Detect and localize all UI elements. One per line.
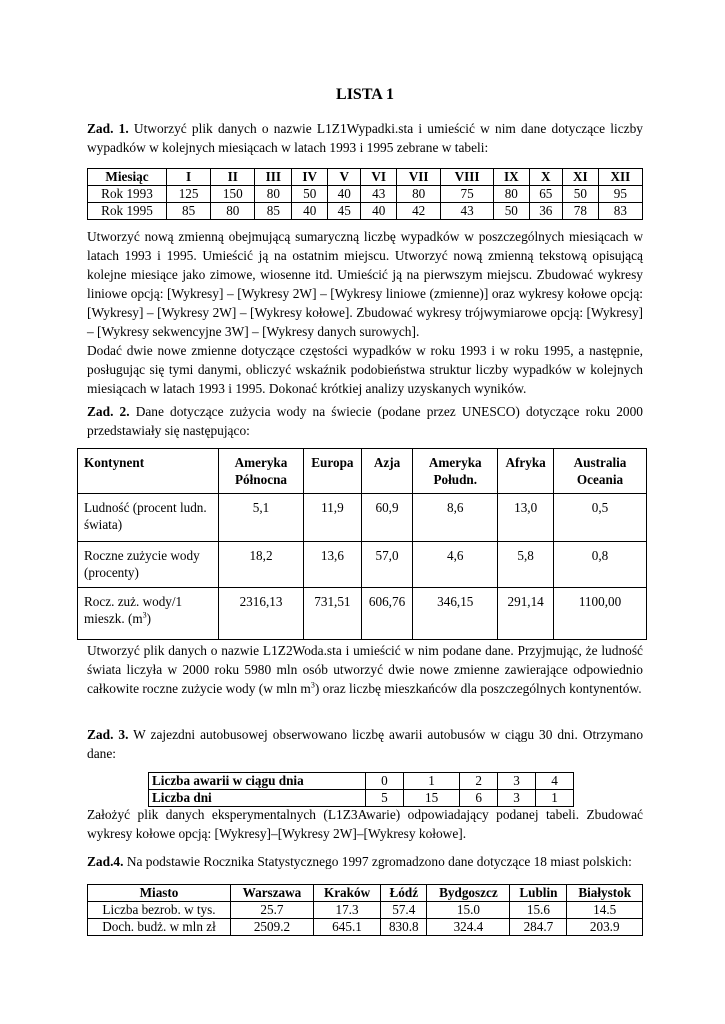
table-cell: 13,6 xyxy=(304,542,362,588)
table-cell: 3 xyxy=(498,790,536,807)
table-cell: Rok 1993 xyxy=(88,186,167,203)
table-row xyxy=(149,773,574,790)
table-row xyxy=(88,186,643,203)
zad1-label: Zad. 1. xyxy=(87,121,129,136)
table-cell: Liczba dni xyxy=(149,790,366,807)
table-row xyxy=(149,790,574,807)
header-cell: VI xyxy=(361,169,397,186)
table-cell: 1 xyxy=(403,773,459,790)
zad3-outro: Założyć plik danych eksperymentalnych (L1Z3Awarie) odpowiadający podanej tabeli. Zbudować wykresy kołowe opcją: [Wykresy]–[Wykresy 2W]–[Wykresy kołowe]. xyxy=(87,807,643,841)
table-cell: 15.0 xyxy=(427,902,510,919)
table-cell: 3 xyxy=(498,773,536,790)
table-cell: 150 xyxy=(211,186,255,203)
table-cell: 85 xyxy=(167,203,211,220)
table-cell: 85 xyxy=(255,203,292,220)
zad3-label: Zad. 3. xyxy=(87,727,129,742)
table-cell: 1100,00 xyxy=(554,588,647,640)
header-cell: Ameryka Połudn. xyxy=(413,449,498,494)
table-cell: Doch. budż. w mln zł xyxy=(88,919,231,936)
table-row xyxy=(78,542,647,588)
table-cell: 346,15 xyxy=(413,588,498,640)
header-cell: V xyxy=(328,169,361,186)
header-cell: I xyxy=(167,169,211,186)
table-header-row xyxy=(88,885,643,902)
header-cell: XI xyxy=(562,169,598,186)
table-cell: 6 xyxy=(460,790,498,807)
table-cell: 8,6 xyxy=(413,494,498,542)
table-cell: 2316,13 xyxy=(219,588,304,640)
table-cell: 50 xyxy=(562,186,598,203)
table-cell: 14.5 xyxy=(567,902,643,919)
table-cell: 5,1 xyxy=(219,494,304,542)
header-cell: Miasto xyxy=(88,885,231,902)
table-row xyxy=(88,203,643,220)
header-cell: X xyxy=(529,169,562,186)
header-cell: Bydgoszcz xyxy=(427,885,510,902)
table-row xyxy=(78,588,647,640)
table-row xyxy=(78,494,647,542)
table-cell: 57.4 xyxy=(381,902,427,919)
table-cell: 5 xyxy=(366,790,404,807)
table-cell: 15 xyxy=(403,790,459,807)
zad2-label: Zad. 2. xyxy=(87,404,130,419)
header-cell: Lublin xyxy=(510,885,567,902)
zad1-intro: Zad. 1. Utworzyć plik danych o nazwie L1Z1Wypadki.sta i umieścić w nim dane dotyczące liczby wypadków w kolejnych miesiącach w latach 1993 i 1995 zebrane w tabeli: xyxy=(87,121,643,155)
table-cell: 731,51 xyxy=(304,588,362,640)
table-cell: 42 xyxy=(397,203,441,220)
table-cell: Roczne zużycie wody (procenty) xyxy=(78,542,219,588)
table-cell: 65 xyxy=(529,186,562,203)
table-cell: 75 xyxy=(441,186,494,203)
table-cell: 830.8 xyxy=(381,919,427,936)
header-cell: Kontynent xyxy=(78,449,219,494)
table-cell: 40 xyxy=(292,203,328,220)
table-cell: 45 xyxy=(328,203,361,220)
table-cell: 1 xyxy=(536,790,574,807)
zad2-outro: Utworzyć plik danych o nazwie L1Z2Woda.sta i umieścić w nim podane dane. Przyjmując, że ludność świata liczyła w 2000 roku 5980 mln osób utworzyć dwie nowe zmienne zawierające odpowiednio całkowite roczne zużycie wody (w mln $m^3$) oraz liczbę mieszkańców dla poszczególnych kontynentów. xyxy=(87,643,643,696)
header-cell: Warszawa xyxy=(231,885,314,902)
zad4-label: Zad.4. xyxy=(87,854,124,869)
table-cell: 0,8 xyxy=(554,542,647,588)
table-cell: 60,9 xyxy=(361,494,412,542)
table-cell: 13,0 xyxy=(498,494,554,542)
header-cell: Łódź xyxy=(381,885,427,902)
cities-table xyxy=(87,884,643,936)
table-cell: 4 xyxy=(536,773,574,790)
table-cell: Liczba awarii w ciągu dnia xyxy=(149,773,366,790)
table-cell: Rocz. zuż. wody/1 mieszk. $(m^3)$ xyxy=(78,588,219,640)
table-cell: 50 xyxy=(493,203,529,220)
table-cell: Rok 1995 xyxy=(88,203,167,220)
table-cell: 78 xyxy=(562,203,598,220)
table-cell: 18,2 xyxy=(219,542,304,588)
accidents-table xyxy=(87,168,643,220)
table-cell: 83 xyxy=(598,203,642,220)
header-cell: III xyxy=(255,169,292,186)
table-row xyxy=(88,919,643,936)
table-cell: 11,9 xyxy=(304,494,362,542)
table-cell: 5,8 xyxy=(498,542,554,588)
water-usage-table xyxy=(77,448,647,640)
table-cell: 125 xyxy=(167,186,211,203)
header-cell: II xyxy=(211,169,255,186)
table-cell: 2 xyxy=(460,773,498,790)
table-row xyxy=(88,902,643,919)
table-cell: 17.3 xyxy=(313,902,380,919)
table-cell: 25.7 xyxy=(231,902,314,919)
table-cell: 57,0 xyxy=(361,542,412,588)
table-cell: 15.6 xyxy=(510,902,567,919)
header-cell: Białystok xyxy=(567,885,643,902)
header-cell: VII xyxy=(397,169,441,186)
breakdowns-table xyxy=(148,772,574,807)
table-cell: 40 xyxy=(328,186,361,203)
table-cell: 80 xyxy=(397,186,441,203)
zad2-intro: Zad. 2. Dane dotyczące zużycia wody na świecie (podane przez UNESCO) dotyczące roku 2000 przedstawiały się następująco: xyxy=(87,404,643,438)
table-cell: 0,5 xyxy=(554,494,647,542)
header-cell: XII xyxy=(598,169,642,186)
table-cell: 645.1 xyxy=(313,919,380,936)
table-cell: 324.4 xyxy=(427,919,510,936)
table-cell: Liczba bezrob. w tys. xyxy=(88,902,231,919)
page-title: LISTA 1 xyxy=(336,86,394,103)
header-cell: Miesiąc xyxy=(88,169,167,186)
zad4-intro: Zad.4. Na podstawie Rocznika Statystycznego 1997 zgromadzono dane dotyczące 18 miast polskich: xyxy=(87,854,632,869)
table-header-row xyxy=(78,449,647,494)
table-cell: 50 xyxy=(292,186,328,203)
table-cell: 80 xyxy=(255,186,292,203)
table-cell: Ludność (procent ludn. świata) xyxy=(78,494,219,542)
table-cell: 36 xyxy=(529,203,562,220)
table-cell: 80 xyxy=(211,203,255,220)
table-cell: 203.9 xyxy=(567,919,643,936)
table-header-row xyxy=(88,169,643,186)
zad1-paragraph-2: Utworzyć nową zmienną obejmującą sumaryczną liczbę wypadków w poszczególnych miesiącach w latach 1993 i 1995. Umieścić ją na ostatnim miejscu. Utworzyć nową zmienną tekstową opisującą kolejne miesiące jako zimowe, wiosenne itd. Umieścić ją na pierwszym miejscu. Zbudować wykresy liniowe opcją: [Wykresy] – [Wykresy 2W] – [Wykresy liniowe (zmienne)] oraz wykresy kołowe opcją: [Wykresy] – [Wykresy 2W] – [Wykresy kołowe]. Zbudować wykresy trójwymiarowe opcją: [Wykresy] – [Wykresy sekwencyjne 3W] – [Wykresy danych surowych]. xyxy=(87,229,643,339)
header-cell: VIII xyxy=(441,169,494,186)
table-cell: 606,76 xyxy=(361,588,412,640)
table-cell: 284.7 xyxy=(510,919,567,936)
table-cell: 80 xyxy=(493,186,529,203)
table-cell: 0 xyxy=(366,773,404,790)
table-cell: 291,14 xyxy=(498,588,554,640)
header-cell: IX xyxy=(493,169,529,186)
header-cell: Australia Oceania xyxy=(554,449,647,494)
header-cell: Afryka xyxy=(498,449,554,494)
zad3-intro: Zad. 3. W zajezdni autobusowej obserwowano liczbę awarii autobusów w ciągu 30 dni. Otrzymano dane: xyxy=(87,727,644,761)
table-cell: 2509.2 xyxy=(231,919,314,936)
table-cell: 43 xyxy=(441,203,494,220)
header-cell: Azja xyxy=(361,449,412,494)
header-cell: IV xyxy=(292,169,328,186)
table-cell: 95 xyxy=(598,186,642,203)
header-cell: Europa xyxy=(304,449,362,494)
header-cell: Kraków xyxy=(313,885,380,902)
table-cell: 43 xyxy=(361,186,397,203)
table-cell: 4,6 xyxy=(413,542,498,588)
header-cell: Ameryka Północna xyxy=(219,449,304,494)
table-cell: 40 xyxy=(361,203,397,220)
zad1-paragraph-3: Dodać dwie nowe zmienne dotyczące częstości wypadków w roku 1993 i w roku 1995, a następnie, posługując się tymi danymi, obliczyć wskaźnik podobieństwa struktur liczby wypadków w kolejnych miesiącach w latach 1993 i 1995. Dokonać krótkiej analizy uzyskanych wyników. xyxy=(87,343,643,396)
